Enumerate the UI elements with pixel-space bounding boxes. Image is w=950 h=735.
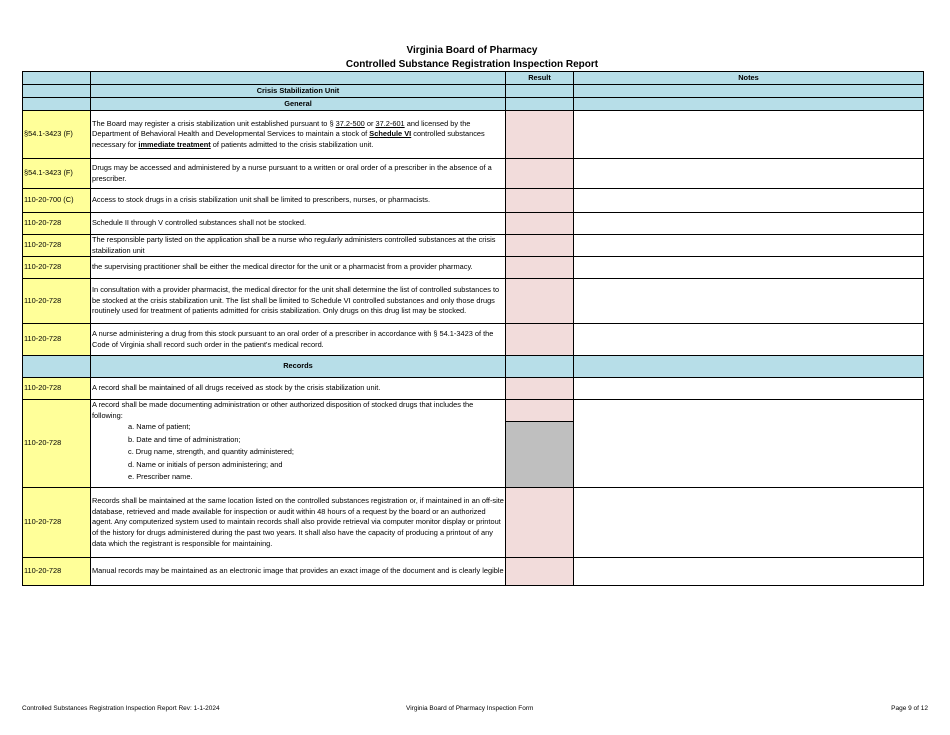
table-row [23, 558, 924, 586]
table-row [23, 400, 924, 422]
code-column-header [23, 72, 91, 85]
table-row [23, 235, 924, 257]
requirement-text: A record shall be maintained of all drugs received as stock by the crisis stabilization unit. [91, 378, 506, 400]
statute-link-37-2-601[interactable]: 37.2-601 [375, 118, 405, 128]
notes-column-header: Notes [574, 72, 924, 85]
inspection-table [22, 71, 924, 586]
footer-form-name: Virginia Board of Pharmacy Inspection Form [406, 705, 534, 712]
list-item: c. Drug name, strength, and quantity administered; [128, 447, 294, 457]
list-item: d. Name or initials of person administering; and [128, 459, 283, 469]
requirement-text: In consultation with a provider pharmacist, the medical director for the unit shall determine the list of controlled substances to be stocked at the crisis stabilization unit. The list shall be limited to Schedule VI controlled substances and only those drugs routinely used for treatment of patients admitted for crisis stabilization. Only drugs on this drug list may be stocked. [91, 279, 506, 324]
regulation-code: 110-20-728 [23, 488, 91, 558]
requirement-text: the supervising practitioner shall be either the medical director for the unit or a pharmacist from a provider pharmacy. [91, 257, 506, 279]
regulation-code: 110-20-728 [23, 213, 91, 235]
result-cell[interactable] [506, 213, 574, 235]
regulation-code: 110-20-700 (C) [23, 189, 91, 213]
requirement-text: The Board may register a crisis stabilization unit established pursuant to § 37.2-500 or 37.2-601 and licensed by the Department of Behavioral Health and Developmental Services to maintain a stock of Schedule VI controlled substances necessary for immediate treatment of patients admitted to the crisis stabilization unit. [91, 111, 506, 159]
notes-cell[interactable] [574, 257, 924, 279]
list-item: b. Date and time of administration; [128, 434, 241, 444]
regulation-code: 110-20-728 [23, 400, 91, 488]
result-cell[interactable] [506, 111, 574, 159]
footer-revision: Controlled Substances Registration Inspection Report Rev: 1-1-2024 [22, 705, 220, 712]
regulation-code: 110-20-728 [23, 558, 91, 586]
regulation-code: 110-20-728 [23, 378, 91, 400]
table-row [23, 111, 924, 159]
result-cell[interactable] [506, 189, 574, 213]
section-row-general [23, 98, 924, 111]
section-row-unit [23, 85, 924, 98]
section-row-records [23, 356, 924, 378]
result-cell[interactable] [506, 159, 574, 189]
table-row [23, 488, 924, 558]
statute-link-37-2-500[interactable]: 37.2-500 [335, 118, 365, 128]
requirement-text: Manual records may be maintained as an electronic image that provides an exact image of the document and is clearly legible [91, 558, 506, 586]
table-row [23, 257, 924, 279]
notes-cell[interactable] [574, 400, 924, 488]
notes-cell[interactable] [574, 189, 924, 213]
list-item: a. Name of patient; [128, 422, 191, 432]
notes-cell[interactable] [574, 159, 924, 189]
regulation-code: 110-20-728 [23, 324, 91, 356]
notes-cell[interactable] [574, 324, 924, 356]
table-row [23, 378, 924, 400]
footer-page-number: Page 9 of 12 [891, 705, 928, 712]
requirement-text: Schedule II through V controlled substances shall not be stocked. [91, 213, 506, 235]
result-cell[interactable] [506, 324, 574, 356]
report-subtitle: Controlled Substance Registration Inspection Report [345, 59, 599, 70]
regulation-code: 110-20-728 [23, 279, 91, 324]
requirement-text: Drugs may be accessed and administered by a nurse pursuant to a written or oral order of a prescriber in the absence of a prescriber. [91, 159, 506, 189]
result-cell[interactable] [506, 279, 574, 324]
result-cell[interactable] [506, 400, 574, 422]
requirement-column-header [91, 72, 506, 85]
requirement-text: A record shall be made documenting administration or other authorized disposition of stocked drugs that includes the following: a. Name of patient; b. Date and time of administration; c. Drug name, strength, and quantity administered; d. Name or initials of person administering; and e. Prescriber name. [91, 400, 506, 488]
notes-cell[interactable] [574, 213, 924, 235]
regulation-code: 110-20-728 [23, 235, 91, 257]
result-cell-disabled [506, 422, 574, 488]
notes-cell[interactable] [574, 235, 924, 257]
section-title-general: General [91, 98, 506, 111]
section-title-unit: Crisis Stabilization Unit [91, 85, 506, 98]
requirement-text: Access to stock drugs in a crisis stabilization unit shall be limited to prescribers, nurses, or pharmacists. [91, 189, 506, 213]
requirement-text: Records shall be maintained at the same location listed on the controlled substances registration or, if maintained in an off-site database, retrieved and made available for inspection or audit within 48 hours of a request by the board or an authorized agent. Any computerized system used to maintain records shall also provide retrieval via computer monitor display or printout of the history for drugs administered during the past two years. It shall also have the capacity of producing a printout of any data which the registrant is responsible for maintaining. [91, 488, 506, 558]
notes-cell[interactable] [574, 111, 924, 159]
result-cell[interactable] [506, 488, 574, 558]
notes-cell[interactable] [574, 558, 924, 586]
regulation-code: §54.1-3423 (F) [23, 111, 91, 159]
notes-cell[interactable] [574, 279, 924, 324]
result-cell[interactable] [506, 235, 574, 257]
report-title: Virginia Board of Pharmacy [406, 45, 538, 56]
notes-cell[interactable] [574, 488, 924, 558]
requirement-text: A nurse administering a drug from this stock pursuant to an oral order of a prescriber in accordance with § 54.1-3423 of the Code of Virginia shall record such order in the patient's medical record. [91, 324, 506, 356]
result-column-header: Result [506, 72, 574, 85]
table-row [23, 279, 924, 324]
result-cell[interactable] [506, 257, 574, 279]
table-row [23, 189, 924, 213]
notes-cell[interactable] [574, 378, 924, 400]
column-header-row [23, 72, 924, 85]
regulation-code: 110-20-728 [23, 257, 91, 279]
list-item: e. Prescriber name. [128, 472, 193, 482]
regulation-code: §54.1-3423 (F) [23, 159, 91, 189]
result-cell[interactable] [506, 378, 574, 400]
table-row [23, 213, 924, 235]
table-row [23, 159, 924, 189]
table-row [23, 324, 924, 356]
section-title-records: Records [91, 356, 506, 378]
result-cell[interactable] [506, 558, 574, 586]
requirement-text: The responsible party listed on the application shall be a nurse who regularly administers controlled substances at the crisis stabilization unit [91, 235, 506, 257]
